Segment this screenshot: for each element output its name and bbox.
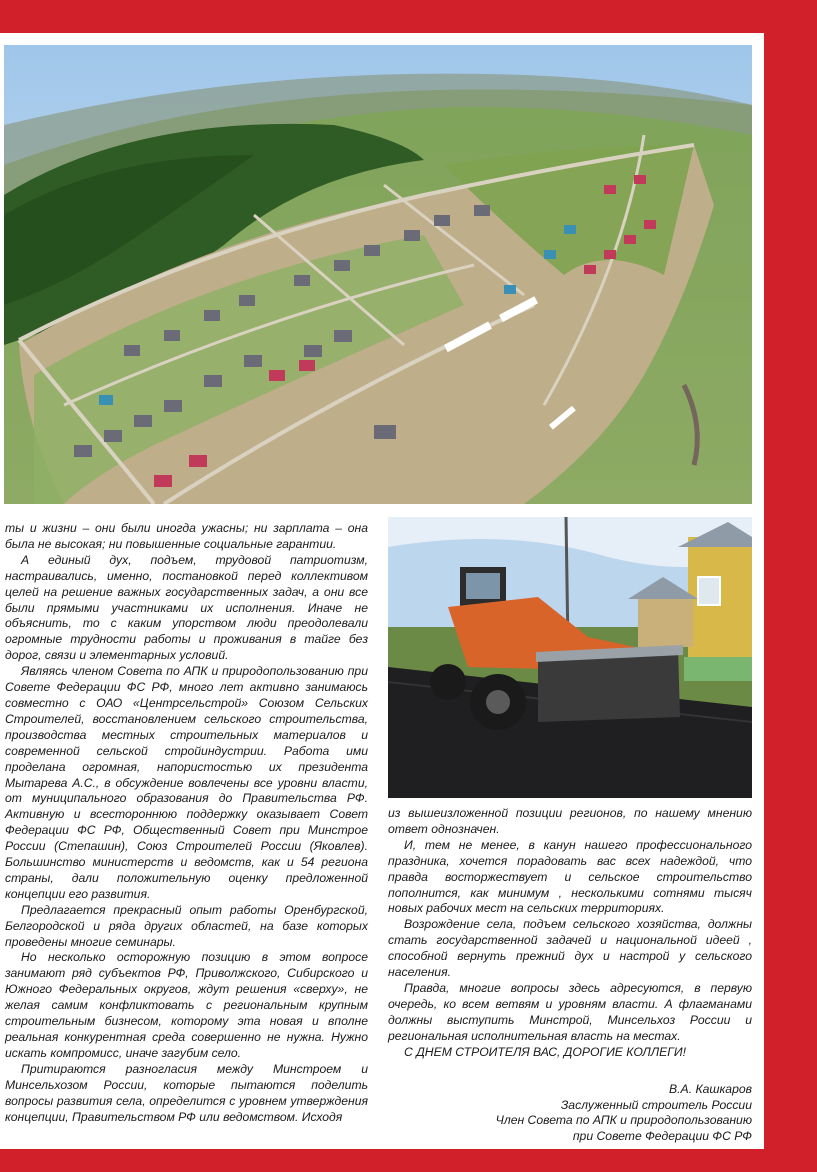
author-signature	[440, 1082, 752, 1144]
paragraph: Правда, многие вопросы здесь адресуются, в первую очередь, ко всем ветвям и уровням власти. А флагманами должны выступить Минстрой, Минсельхоз России и региональная исполнительная власть на местах.	[388, 980, 752, 1043]
paragraph: Предлагается прекрасный опыт работы Оренбургской, Белгородской и ряда других областей, на базе которых проведены многие семинары.	[5, 902, 368, 949]
red-frame-bottom	[0, 1149, 817, 1172]
paragraph: А единый дух, подъем, трудовой патриотизм, настраивались, именно, постановкой перед коллективом целей на решение важных государственных задач, а они все были прямыми участниками их исполнения. Иначе не объяснить, то с каким упорством люди преодолевали огромные трудности работы и проживания в тайге без дорог, связи и элементарных условий.	[5, 552, 368, 663]
red-frame-top	[0, 0, 817, 33]
paragraph: Но несколько осторожную позицию в этом вопросе занимают ряд субъектов РФ, Приволжского, Сибирского и Южного Федеральных округов, ждут решения «сверху», не желая самим конфликтовать с региональным крупным строительным бизнесом, которому эта новая и вполне реальная конкурентная среда совершенно не нужна. Нужно искать компромисс, иначе загубим село.	[5, 950, 368, 1060]
author-role-line-2: при Совете Федерации ФС РФ	[572, 1128, 752, 1143]
paragraph: И, тем не менее, в канун нашего профессионального праздника, хочется порадовать вас всех надеждой, что правда восторжествует и сельское строительство пополнится, как минимум , несколькими сотнями тысяч новых рабочих мест на сельских территориях.	[388, 837, 752, 916]
author-role-line-1: Член Совета по АПК и природопользованию	[495, 1113, 752, 1128]
article-right-column	[388, 806, 752, 1061]
paragraph: ты и жизни – они были иногда ужасны; ни зарплата – она была не высокая; ни повышенные социальные гарантии.	[5, 521, 368, 551]
red-frame-right	[764, 0, 817, 1172]
aerial-settlement-photo	[4, 45, 752, 504]
article-left-column	[5, 521, 368, 1125]
closing-greeting: С ДНЕМ СТРОИТЕЛЯ ВАС, ДОРОГИЕ КОЛЛЕГИ!	[404, 1044, 686, 1059]
paragraph: Возрождение села, подъем сельского хозяйства, должны стать государственной задачей и национальной идеей , способной вернуть прежний дух и настрой у сельского населения.	[388, 917, 752, 980]
paragraph: из вышеизложенной позиции регионов, по нашему мнению ответ однозначен.	[388, 806, 752, 836]
paragraph: Притираются разногласия между Минстроем и Минсельхозом России, которые пытаются поделить вопросы развития села, определится с уровнем утверждения концепции, Правительством РФ или ведомством. Исходя	[5, 1061, 368, 1124]
aerial-photo-illustration	[4, 45, 752, 504]
road-grader-illustration	[388, 517, 752, 798]
author-title: Заслуженный строитель России	[560, 1097, 752, 1112]
road-grader-photo	[388, 517, 752, 798]
author-name: В.А. Кашкаров	[669, 1082, 752, 1096]
paragraph: Являясь членом Совета по АПК и природопользованию при Совете Федерации ФС РФ, много лет активно занимаюсь совместно с ОАО «Центрсельстрой» Союзом Сельских Строителей, восстановлением сельского строительства, производства местных строительных материалов и современной сельской стройиндустрии. Работа ими проделана огромная, напористостью их президента Мытарева А.С., в обсуждение вовлечены все уровни власти, от муниципального образования до Правительства РФ. Активную и всестороннюю поддержку оказывает Совет Федерации ФС РФ, Общественный Совет при Минстрое России (Степашин), Союз Строителей России (Яковлев). Большинство министерств и ведомств, как и 54 региона страны, дали положительную оценку предложенной концепции его развития.	[5, 664, 368, 901]
